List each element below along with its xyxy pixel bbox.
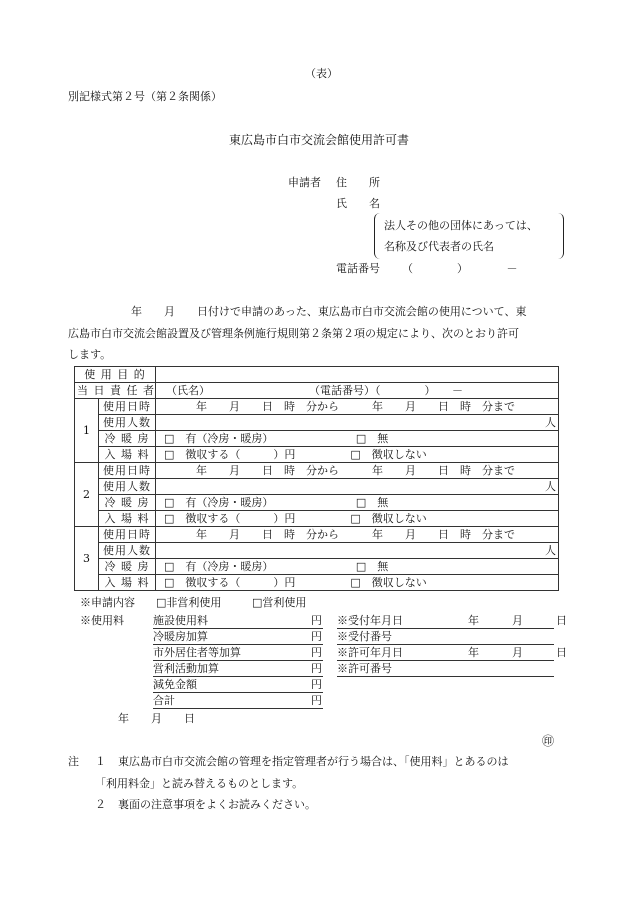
group-3-date-label: 使用日時 bbox=[99, 527, 156, 543]
side-label: （表） bbox=[305, 67, 338, 80]
purpose-value bbox=[156, 367, 559, 383]
bracket-line-1: 法人その他の団体にあっては、 bbox=[384, 219, 538, 232]
group-1-fee-label: 入 場 料 bbox=[99, 447, 156, 463]
fee-item-unit: 円 bbox=[311, 630, 322, 643]
note-1-line-2: 「利用料金」と読み替えるものとします。 bbox=[95, 777, 304, 790]
fee-item-name: 減免金額 bbox=[153, 678, 197, 691]
fee-underline bbox=[153, 708, 323, 709]
fee-item-name: 市外居住者等加算 bbox=[153, 646, 241, 659]
group-1-fee-value: □ 徴収する（ ）円 □ 徴収しない bbox=[156, 447, 559, 463]
group-2-aircon-value: □ 有（冷房・暖房） □ 無 bbox=[156, 495, 559, 511]
group-2-date-row bbox=[75, 463, 559, 479]
group-2-people-label: 使用人数 bbox=[99, 479, 156, 495]
seal-mark: ㊞ bbox=[542, 734, 555, 748]
permit-number-label: ※許可番号 bbox=[337, 662, 392, 675]
note-2-number: ２ bbox=[95, 798, 106, 811]
note-1-line-1: 東広島市白市交流会館の管理を指定管理者が行う場合は、「使用料」とあるのは bbox=[118, 755, 509, 768]
body-line-2: 広島市白市交流会館設置及び管理条例施行規則第２条第２項の規定により、次のとおり許可 bbox=[68, 327, 519, 340]
fee-item-name: 営利活動加算 bbox=[153, 662, 219, 675]
phone-label: 電話番号 bbox=[336, 262, 380, 275]
page-title: 東広島市白市交流会館使用許可書 bbox=[229, 133, 410, 147]
fee-item-unit: 円 bbox=[311, 662, 322, 675]
group-3-date-row bbox=[75, 527, 559, 543]
responsible-row bbox=[75, 383, 559, 399]
fees-label: ※使用料 bbox=[80, 614, 124, 627]
group-2-date-value: 年 月 日 時 分から 年 月 日 時 分まで bbox=[156, 463, 559, 479]
fee-item-unit: 円 bbox=[311, 694, 322, 707]
group-3-number: 3 bbox=[75, 527, 99, 591]
purpose-label: 使 用 目 的 bbox=[75, 367, 156, 383]
group-2-aircon-row bbox=[75, 495, 559, 511]
issue-date: 年 月 日 bbox=[118, 712, 195, 725]
bracket-line-2: 名称及び代表者の氏名 bbox=[384, 240, 494, 253]
fee-item-unit: 円 bbox=[311, 614, 322, 627]
request-profit-option: □営利使用 bbox=[252, 596, 307, 609]
group-1-aircon-row bbox=[75, 431, 559, 447]
permit-table bbox=[74, 366, 559, 591]
receipt-underline bbox=[337, 660, 554, 661]
fee-underline bbox=[153, 692, 323, 693]
group-2-fee-row bbox=[75, 511, 559, 527]
group-3-people-value: 人 bbox=[156, 543, 559, 559]
group-1-number: 1 bbox=[75, 399, 99, 463]
group-2-fee-label: 入 場 料 bbox=[99, 511, 156, 527]
group-1-date-row bbox=[75, 399, 559, 415]
group-3-fee-label: 入 場 料 bbox=[99, 575, 156, 591]
receipt-underline bbox=[337, 628, 554, 629]
fee-underline bbox=[153, 676, 323, 677]
fee-item-name: 施設使用料 bbox=[153, 614, 208, 627]
fee-item-name: 冷暖房加算 bbox=[153, 630, 208, 643]
group-2-date-label: 使用日時 bbox=[99, 463, 156, 479]
note-1-number: １ bbox=[95, 755, 106, 768]
receipt-number-label: ※受付番号 bbox=[337, 630, 392, 643]
group-1-fee-row bbox=[75, 447, 559, 463]
group-1-aircon-label: 冷 暖 房 bbox=[99, 431, 156, 447]
group-2-fee-value: □ 徴収する（ ）円 □ 徴収しない bbox=[156, 511, 559, 527]
notes-label: 注 bbox=[68, 755, 79, 768]
receipt-underline bbox=[337, 676, 554, 677]
fee-item-name: 合計 bbox=[153, 694, 175, 707]
group-1-date-label: 使用日時 bbox=[99, 399, 156, 415]
body-line-1: 年 月 日付けで申請のあった、東広島市白市交流会館の使用について、東 bbox=[131, 305, 527, 318]
group-3-aircon-label: 冷 暖 房 bbox=[99, 559, 156, 575]
receipt-date-label: ※受付年月日 bbox=[337, 614, 403, 627]
group-1-people-row bbox=[75, 415, 559, 431]
group-3-date-value: 年 月 日 時 分から 年 月 日 時 分まで bbox=[156, 527, 559, 543]
address-label: 住 所 bbox=[336, 176, 380, 189]
group-3-fee-value: □ 徴収する（ ）円 □ 徴収しない bbox=[156, 575, 559, 591]
note-2-line-1: 裏面の注意事項をよくお読みください。 bbox=[118, 798, 316, 811]
group-1-date-value: 年 月 日 時 分から 年 月 日 時 分まで bbox=[156, 399, 559, 415]
group-3-people-label: 使用人数 bbox=[99, 543, 156, 559]
group-2-people-value: 人 bbox=[156, 479, 559, 495]
fee-underline bbox=[153, 628, 323, 629]
group-3-aircon-row bbox=[75, 559, 559, 575]
name-label: 氏 名 bbox=[336, 197, 380, 210]
group-1-people-label: 使用人数 bbox=[99, 415, 156, 431]
fee-item-unit: 円 bbox=[311, 646, 322, 659]
permit-date-label: ※許可年月日 bbox=[337, 646, 403, 659]
group-3-fee-row bbox=[75, 575, 559, 591]
receipt-date-value: 年 月 日 bbox=[468, 614, 567, 627]
phone-value: （ ） － bbox=[402, 262, 518, 275]
group-2-people-row bbox=[75, 479, 559, 495]
group-3-people-row bbox=[75, 543, 559, 559]
request-nonprofit-option: □非営利使用 bbox=[156, 596, 222, 609]
purpose-row bbox=[75, 367, 559, 383]
group-1-people-value: 人 bbox=[156, 415, 559, 431]
request-label: ※申請内容 bbox=[80, 596, 135, 609]
permit-date-value: 年 月 日 bbox=[468, 646, 567, 659]
group-1-aircon-value: □ 有（冷房・暖房） □ 無 bbox=[156, 431, 559, 447]
form-number: 別記様式第２号（第２条関係） bbox=[68, 90, 222, 103]
responsible-value: （氏名） （電話番号）（ ） － bbox=[156, 383, 559, 399]
group-2-number: 2 bbox=[75, 463, 99, 527]
fee-item-unit: 円 bbox=[311, 678, 322, 691]
body-line-3: します。 bbox=[68, 348, 112, 361]
fee-underline bbox=[153, 660, 323, 661]
group-2-aircon-label: 冷 暖 房 bbox=[99, 495, 156, 511]
group-3-aircon-value: □ 有（冷房・暖房） □ 無 bbox=[156, 559, 559, 575]
applicant-label: 申請者 bbox=[288, 176, 321, 189]
responsible-label: 当 日 責 任 者 bbox=[75, 383, 156, 399]
fee-underline bbox=[153, 644, 323, 645]
receipt-underline bbox=[337, 644, 554, 645]
